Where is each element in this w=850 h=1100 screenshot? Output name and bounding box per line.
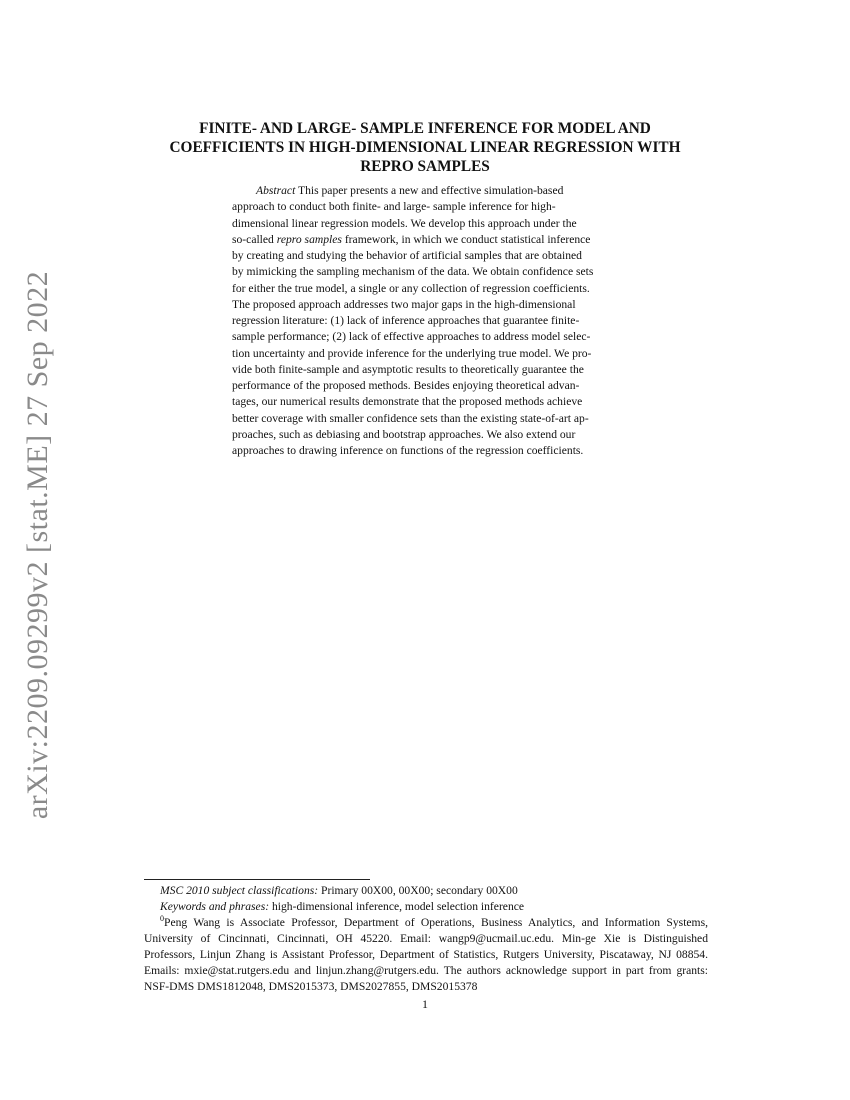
footnotes	[144, 883, 708, 995]
abstract-line: approaches to drawing inference on functions of the regression coefficients.	[232, 444, 584, 457]
abstract-line: The proposed approach addresses two major gaps in the high-dimensional	[232, 297, 576, 311]
footnote-rule	[144, 879, 370, 880]
abstract-label: Abstract	[256, 184, 296, 197]
footnote-mark: 0	[160, 914, 164, 923]
keywords	[144, 899, 708, 915]
abstract-line: regression literature: (1) lack of inference approaches that guarantee finite-	[232, 314, 580, 327]
title-line: REPRO SAMPLES	[360, 158, 490, 175]
msc-label: MSC 2010 subject classifications:	[160, 884, 319, 897]
msc-classification	[144, 883, 708, 899]
title-line: FINITE- AND LARGE- SAMPLE INFERENCE FOR MODEL AND	[199, 120, 651, 137]
abstract-text: framework, in which we conduct statistical inference	[341, 232, 591, 246]
abstract-line: sample performance; (2) lack of effective approaches to address model selec-	[232, 330, 591, 344]
abstract-line	[232, 232, 616, 248]
author-footnote-text: Peng Wang is Associate Professor, Department of Operations, Business Analytics, and Information Systems, University of Cincinnati, Cincinnati, OH 45220. Email: wangp9@ucmail.uc.edu. Min-ge Xie is Distinguished Professors, Linjun Zhang is Assistant Professor, Department of Statistics, Rutgers University, Piscataway, NJ 08854. Emails: mxie@stat.rutgers.edu and linjun.zhang@rutgers.edu. The authors acknowledge support in part from grants: NSF-DMS DMS1812048, DMS2015373, DMS2027855, DMS2015378	[144, 916, 708, 993]
abstract	[232, 183, 616, 459]
abstract-line: tages, our numerical results demonstrate that the proposed methods achieve	[232, 395, 583, 409]
abstract-line: for either the true model, a single or any collection of regression coefficients.	[232, 281, 590, 295]
abstract-line: performance of the proposed methods. Besides enjoying theoretical advan-	[232, 379, 580, 392]
title-line: COEFFICIENTS IN HIGH-DIMENSIONAL LINEAR REGRESSION WITH	[169, 139, 681, 156]
abstract-line: tion uncertainty and provide inference for the underlying true model. We pro-	[232, 346, 592, 360]
page-number: 1	[422, 997, 428, 1011]
abstract-line: by creating and studying the behavior of artificial samples that are obtained	[232, 249, 582, 262]
paper-title	[140, 119, 710, 176]
abstract-line: by mimicking the sampling mechanism of the data. We obtain confidence sets	[232, 265, 594, 279]
abstract-line: dimensional linear regression models. We develop this approach under the	[232, 216, 577, 230]
abstract-line	[232, 183, 616, 199]
abstract-text: so-called	[232, 232, 277, 246]
abstract-line: approach to conduct both finite- and large- sample inference for high-	[232, 200, 556, 214]
abstract-line: proaches, such as debiasing and bootstrap approaches. We also extend our	[232, 427, 576, 441]
msc-text: Primary 00X00, 00X00; secondary 00X00	[318, 884, 518, 897]
keywords-text: high-dimensional inference, model selection inference	[269, 900, 525, 913]
arxiv-watermark: arXiv:2209.09299v2 [stat.ME] 27 Sep 2022	[21, 270, 54, 820]
emphasis-repro-samples: repro samples	[276, 232, 342, 246]
keywords-label: Keywords and phrases:	[160, 900, 270, 913]
author-footnote	[144, 915, 708, 995]
abstract-line: better coverage with smaller confidence sets than the existing state-of-art ap-	[232, 411, 589, 425]
abstract-line: vide both finite-sample and asymptotic results to theoretically guarantee the	[232, 362, 584, 376]
abstract-text: This paper presents a new and effective simulation-based	[298, 184, 564, 197]
